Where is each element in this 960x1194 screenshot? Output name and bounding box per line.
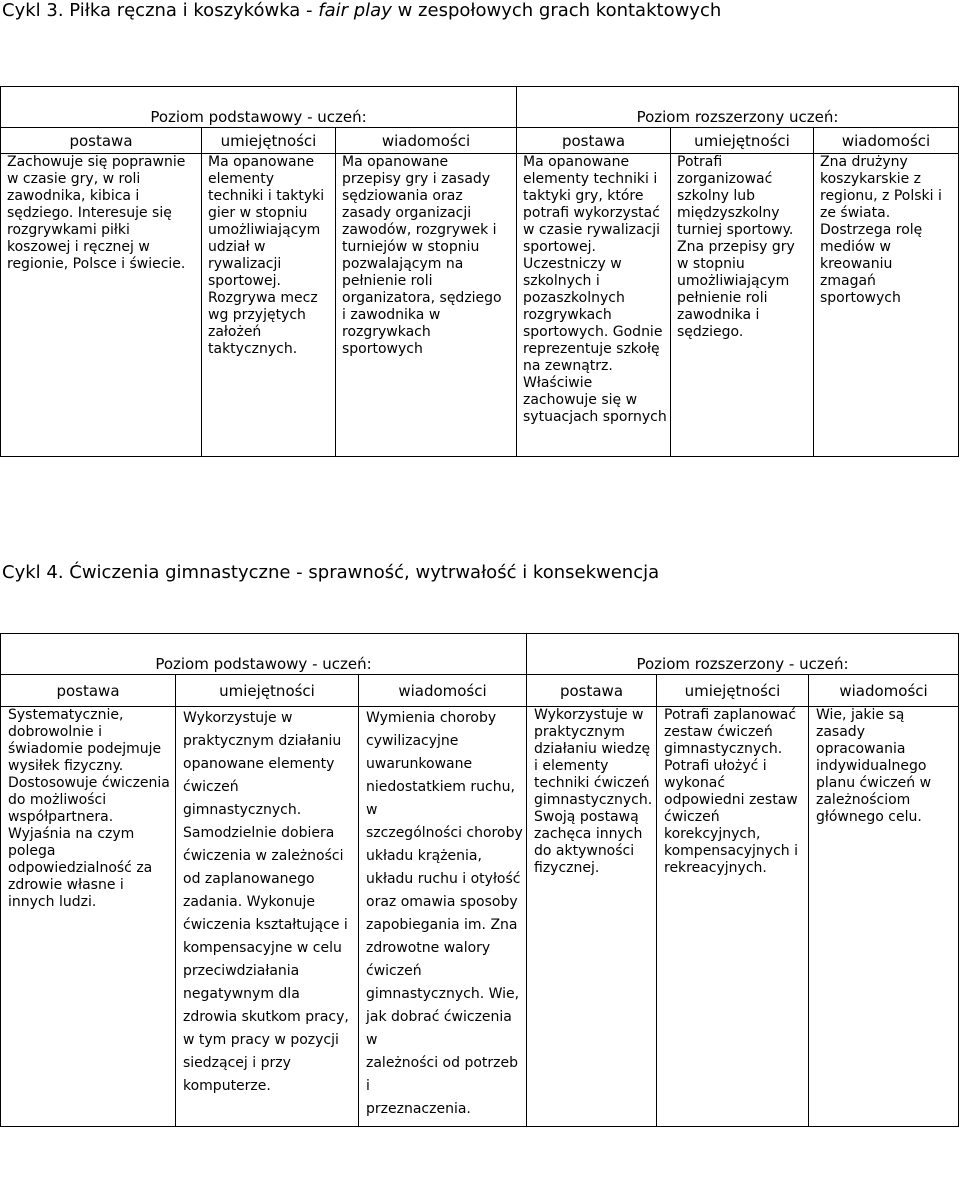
table-cell [671, 154, 814, 457]
cell-text: Wymienia choroby cywilizacyjne uwarunkowane niedostatkiem ruchu, w szczególności choroby układu krążenia, układu ruchu i otyłość oraz omawia sposoby zapobiegania im. Zna zdrowotne walory ćwiczeń gimnastycznych. Wie, jak dobrać ćwiczenia w zależności od potrzeb i przeznaczenia. [366, 710, 523, 1117]
cycle3-level-extended: Poziom rozszerzony uczeń: [517, 87, 959, 128]
cell-text: Ma opanowane elementy techniki i taktyki gier w stopniu umożliwiającym udział w rywalizacji sportowej. Rozgrywa mecz wg przyjętych założeń taktycznych. [208, 154, 325, 357]
cycle3-table [0, 86, 959, 457]
cell-text: Systematycznie, dobrowolnie i świadomie podejmuje wysiłek fizyczny. Dostosowuje ćwiczenia do możliwości współpartnera. Wyjaśnia na czym polega odpowiedzialność za zdrowie własne i innych ludzi. [8, 707, 170, 910]
col-header: wiadomości [809, 675, 959, 707]
col-header: umiejętności [202, 128, 336, 154]
table-cell [527, 707, 657, 1127]
cycle3-title [2, 0, 721, 22]
table-cell [359, 707, 527, 1127]
table-cell [176, 707, 359, 1127]
table-cell [809, 707, 959, 1127]
col-header: postawa [517, 128, 671, 154]
cell-text: Zachowuje się poprawnie w czasie gry, w roli zawodnika, kibica i sędziego. Interesuje się rozgrywkami piłki koszowej i ręcznej w regionie, Polsce i świecie. [7, 154, 186, 272]
table-cell [814, 154, 959, 457]
cycle3-title-suffix: w zespołowych grach kontaktowych [391, 0, 722, 21]
col-header: postawa [1, 128, 202, 154]
cell-text: Wykorzystuje w praktycznym działaniu wiedzę i elementy techniki ćwiczeń gimnastycznych. Swoją postawą zachęca innych do aktywności fizycznej. [534, 707, 653, 876]
cell-text: Potrafi zorganizować szkolny lub międzyszkolny turniej sportowy. Zna przepisy gry w stopniu umożliwiającym pełnienie roli zawodnika i sędziego. [677, 154, 795, 340]
cycle4-level-basic: Poziom podstawowy - uczeń: [1, 634, 527, 675]
col-header: wiadomości [359, 675, 527, 707]
table-cell [657, 707, 809, 1127]
cycle4-title: Cykl 4. Ćwiczenia gimnastyczne - sprawność, wytrwałość i konsekwencja [2, 562, 660, 583]
cycle3-title-prefix: Cykl 3. Piłka ręczna i koszykówka - [2, 0, 319, 21]
cell-text: Ma opanowane elementy techniki i taktyki gry, które potrafi wykorzystać w czasie rywalizacji sportowej. Uczestniczy w szkolnych i pozaszkolnych rozgrywkach sportowych. Godnie reprezentuje szkołę na zewnątrz. Właściwie zachowuje się w sytuacjach spornych [523, 154, 667, 425]
cell-text: Ma opanowane przepisy gry i zasady sędziowania oraz zasady organizacji zawodów, rozgrywek i turniejów w stopniu pozwalającym na pełnienie roli organizatora, sędziego i zawodnika w rozgrywkach sportowych [342, 154, 502, 357]
cycle4-table [0, 633, 959, 1127]
col-header: wiadomości [814, 128, 959, 154]
table-cell [517, 154, 671, 457]
table-cell [336, 154, 517, 457]
col-header: postawa [527, 675, 657, 707]
col-header: umiejętności [657, 675, 809, 707]
table-cell [202, 154, 336, 457]
cell-text: Wykorzystuje w praktycznym działaniu opanowane elementy ćwiczeń gimnastycznych. Samodzielnie dobiera ćwiczenia w zależności od zaplanowanego zadania. Wykonuje ćwiczenia kształtujące i kompensacyjne w celu przeciwdziałania negatywnym dla zdrowia skutkom pracy, w tym pracy w pozycji siedzącej i przy komputerze. [183, 710, 349, 1094]
cell-text: Wie, jakie są zasady opracowania indywidualnego planu ćwiczeń w zależnościom głównego celu. [816, 707, 932, 825]
col-header: umiejętności [176, 675, 359, 707]
col-header: postawa [1, 675, 176, 707]
cell-text: Potrafi zaplanować zestaw ćwiczeń gimnastycznych. Potrafi ułożyć i wykonać odpowiedni zestaw ćwiczeń korekcyjnych, kompensacyjnych i rekreacyjnych. [664, 707, 798, 876]
col-header: umiejętności [671, 128, 814, 154]
col-header: wiadomości [336, 128, 517, 154]
table-cell [1, 707, 176, 1127]
cycle3-level-basic: Poziom podstawowy - uczeń: [1, 87, 517, 128]
cycle4-level-extended: Poziom rozszerzony - uczeń: [527, 634, 959, 675]
cell-text: Zna drużyny koszykarskie z regionu, z Polski i ze świata. Dostrzega rolę mediów w kreowaniu zmagań sportowych [820, 154, 942, 306]
table-cell [1, 154, 202, 457]
cycle3-title-italic: fair play [318, 0, 392, 21]
